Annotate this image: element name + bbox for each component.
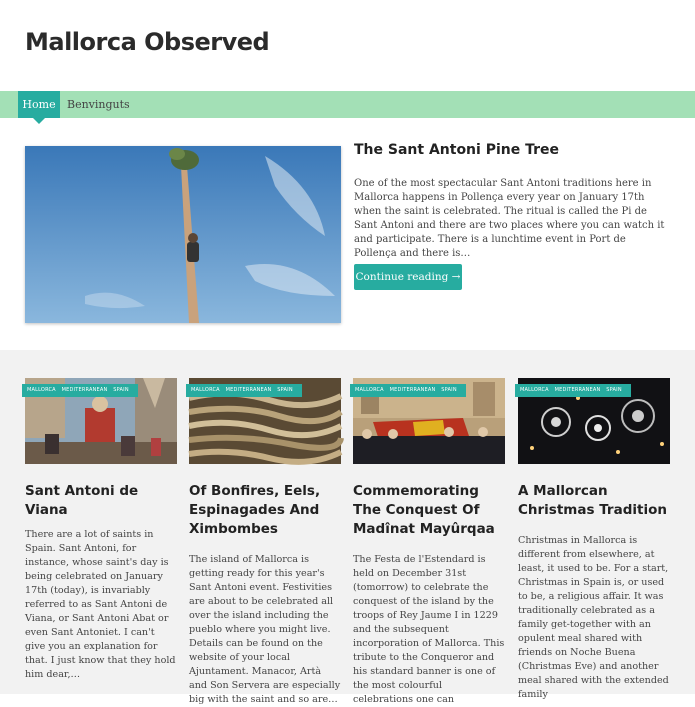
tag-mallorca[interactable]: MALLORCA — [191, 387, 220, 393]
tag-mediterranean[interactable]: MEDITERRANEAN — [61, 387, 108, 393]
post-card-image[interactable] — [353, 378, 505, 464]
featured-image[interactable] — [25, 146, 341, 323]
post-card — [189, 378, 341, 707]
post-title[interactable]: Commemorating The Conquest Of Madînat Mayûrqaa — [353, 483, 495, 537]
site-header — [0, 0, 695, 91]
post-excerpt: There are a lot of saints in Spain. Sant Antoni, for instance, whose saint's day is being celebrated on January 17th (today), is invariably referred to as Sant Antoni de Viana, or Sant Antoni Abat or even Sant Antoniet. I can't give you an explanation for that. I just know that they hold him dear,… — [25, 529, 176, 680]
tag-spain[interactable]: SPAIN — [277, 387, 293, 393]
post-excerpt: The island of Mallorca is getting ready for this year's Sant Antoni event. Festivities are about to be celebrated all over the island including the pueblo where you might live. Details can be found on the website of your local Ajuntament. Manacor, Artà and Son Servera are especially big with the saint and so are… — [189, 554, 341, 705]
post-tags — [350, 384, 466, 397]
tag-mediterranean[interactable]: MEDITERRANEAN — [225, 387, 272, 393]
nav-item-benvinguts[interactable]: Benvinguts — [67, 98, 130, 111]
post-card-image[interactable] — [518, 378, 670, 464]
post-title[interactable]: A Mallorcan Christmas Tradition — [518, 483, 667, 518]
tag-spain[interactable]: SPAIN — [441, 387, 457, 393]
featured-post-title[interactable]: The Sant Antoni Pine Tree — [354, 142, 560, 158]
tag-mediterranean[interactable]: MEDITERRANEAN — [389, 387, 436, 393]
main-nav — [0, 91, 695, 118]
post-excerpt: Christmas in Mallorca is different from elsewhere, at least, it used to be. For a start, Christmas in Spain is, or used to be, a religious affair. It was traditionally celebrated as a family get-together with an opulent meal shared with friends on Noche Buena (Christmas Eve) and another meal shared with the extended family — [518, 535, 669, 700]
post-title[interactable]: Of Bonfires, Eels, Espinagades And Ximbombes — [189, 483, 321, 537]
post-title[interactable]: Sant Antoni de Viana — [25, 483, 139, 518]
nav-item-home[interactable]: Home — [18, 91, 60, 118]
tag-spain[interactable]: SPAIN — [113, 387, 129, 393]
post-tags — [186, 384, 302, 397]
tag-spain[interactable]: SPAIN — [606, 387, 622, 393]
post-tags — [22, 384, 138, 397]
post-card — [518, 378, 670, 702]
tag-mallorca[interactable]: MALLORCA — [355, 387, 384, 393]
post-card — [353, 378, 505, 707]
post-card-image[interactable] — [189, 378, 341, 464]
post-excerpt: The Festa de l'Estendard is held on December 31st (tomorrow) to celebrate the conquest of the island by the troops of Rey Jaume I in 1229 and the subsequent incorporation of Mallorca. This tribute to the Conqueror and his standard banner is one of the most colourful celebrations one can — [353, 554, 505, 705]
continue-reading-button[interactable]: Continue reading → — [354, 264, 462, 290]
post-card-image[interactable] — [25, 378, 177, 464]
tag-mediterranean[interactable]: MEDITERRANEAN — [554, 387, 601, 393]
tag-mallorca[interactable]: MALLORCA — [520, 387, 549, 393]
post-tags — [515, 384, 631, 397]
featured-post-excerpt: One of the most spectacular Sant Antoni traditions here in Mallorca happens in Pollença every year on January 17th when the saint is celebrated. The ritual is called the Pi de Sant Antoni and there are two places where you can watch it and participate. There is a lunchtime event in Port de Pollença and there is… — [354, 178, 665, 259]
pine-tree-photo — [25, 146, 341, 323]
site-title[interactable]: Mallorca Observed — [25, 28, 270, 56]
tag-mallorca[interactable]: MALLORCA — [27, 387, 56, 393]
post-card — [25, 378, 177, 682]
